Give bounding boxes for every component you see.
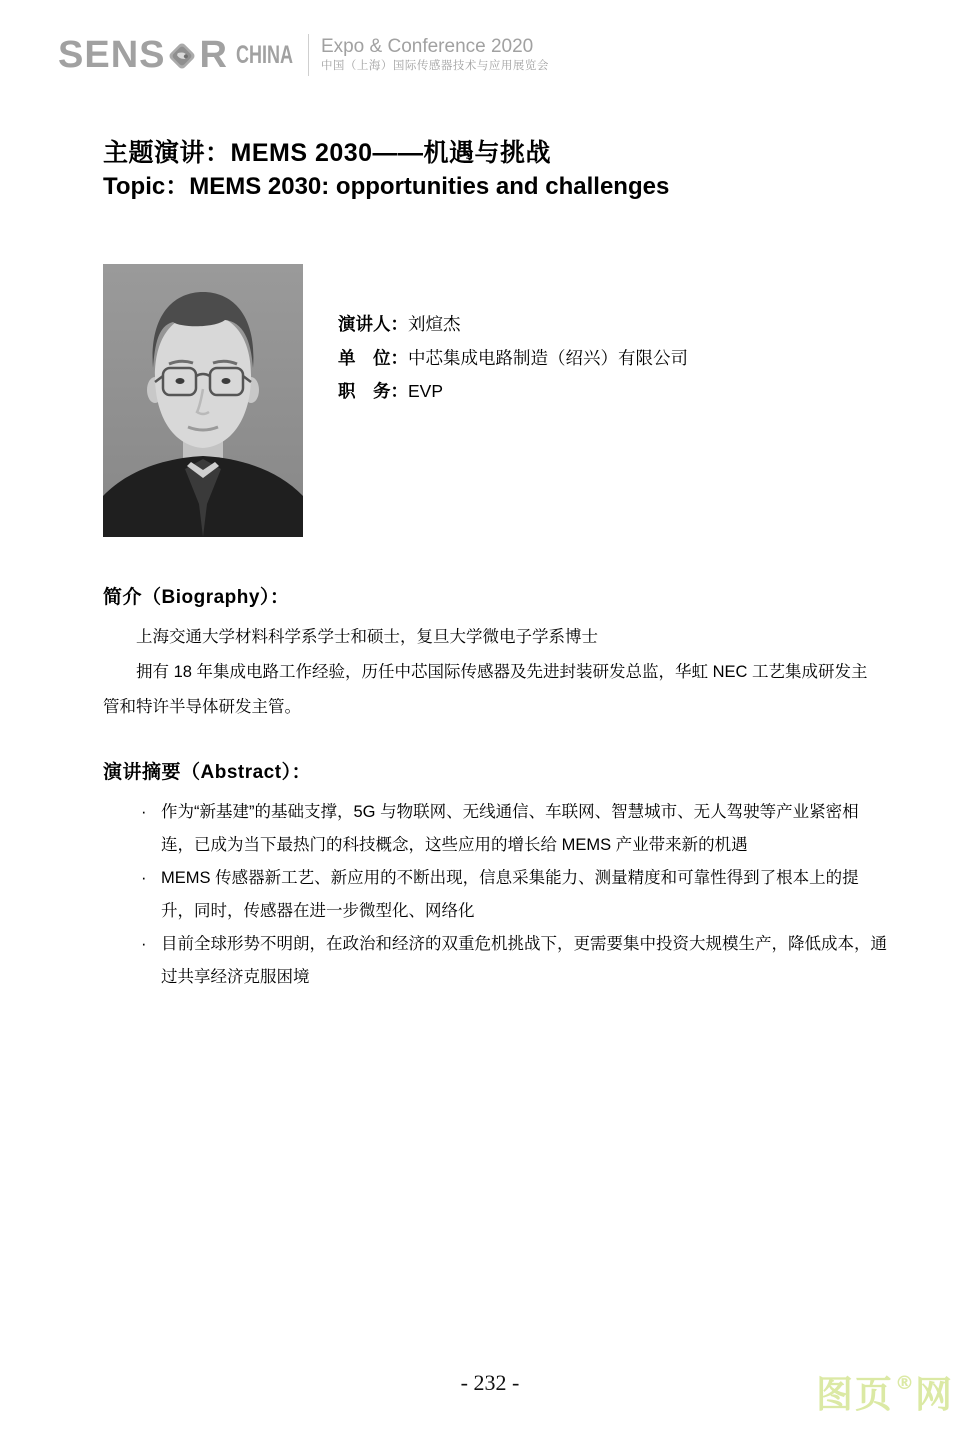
logo-divider <box>308 34 309 76</box>
bullet-dot-icon: · <box>141 803 147 821</box>
logo-text-sens: SENS <box>58 34 166 76</box>
abstract-bullet-3 <box>137 928 887 994</box>
abstract-bullet-1-text: 作为“新基建”的基础支撑，5G 与物联网、无线通信、车联网、智慧城市、无人驾驶等产业紧密相连，已成为当下最热门的科技概念，这些应用的增长给 MEMS 产业带来新的机遇 <box>161 803 859 854</box>
watermark-part2: 网 <box>915 1373 954 1416</box>
sensor-china-wordmark <box>58 33 228 77</box>
talk-title-en: Topic：MEMS 2030: opportunities and challenges <box>103 173 670 200</box>
speaker-position-value: EVP <box>408 381 444 401</box>
registered-trademark-icon: ® <box>895 1372 914 1394</box>
speaker-photo <box>103 264 303 537</box>
speaker-name-label: 演讲人： <box>338 314 408 334</box>
speaker-name-value: 刘煊杰 <box>408 314 461 334</box>
speaker-company-row <box>338 342 688 376</box>
abstract-bullet-2 <box>137 862 887 928</box>
logo-text-china: CHINA <box>235 40 293 69</box>
speaker-name-row <box>338 308 688 342</box>
page-number: - 232 - <box>460 1370 520 1395</box>
bullet-dot-icon: · <box>141 935 147 953</box>
watermark-tuyewang <box>816 1372 954 1416</box>
abstract-bullet-2-text: MEMS 传感器新工艺、新应用的不断出现，信息采集能力、测量精度和可靠性得到了根本上的提升，同时，传感器在进一步微型化、网络化 <box>161 869 859 920</box>
bullet-dot-icon: · <box>141 869 147 887</box>
logo-tagline-en: Expo & Conference 2020 <box>320 36 534 57</box>
biography-heading: 简介（Biography）： <box>103 587 290 608</box>
speaker-company-label: 单 位： <box>338 347 408 368</box>
talk-title-block <box>103 136 669 203</box>
biography-paragraph-1: 上海交通大学材料科学系学士和硕士，复旦大学微电子学系博士 <box>136 628 598 646</box>
speaker-position-label: 职 务： <box>338 381 408 401</box>
biography-text <box>103 620 881 725</box>
logo-text-r: R <box>199 34 228 76</box>
speaker-company-value: 中芯集成电路制造（绍兴）有限公司 <box>408 347 688 368</box>
event-logo <box>58 33 549 77</box>
abstract-bullet-3-text: 目前全球形势不明朗，在政治和经济的双重危机挑战下，更需要集中投资大规模生产，降低成本，通过共享经济克服困境 <box>161 935 887 986</box>
abstract-bullet-1 <box>137 796 887 862</box>
sensor-diamond-icon <box>166 40 198 72</box>
abstract-heading: 演讲摘要（Abstract）： <box>103 762 312 783</box>
watermark-part1: 图页 <box>816 1373 894 1416</box>
logo-tagline-zh: 中国（上海）国际传感器技术与应用展览会 <box>320 60 549 72</box>
abstract-bullet-list <box>137 796 887 994</box>
speaker-position-row <box>338 375 688 409</box>
talk-title-zh: 主题演讲：MEMS 2030——机遇与挑战 <box>103 139 552 167</box>
speaker-info <box>338 308 688 409</box>
biography-paragraph-2: 拥有 18 年集成电路工作经验，历任中芯国际传感器及先进封装研发总监，华虹 NEC 工艺集成研发主管和特许半导体研发主管。 <box>103 663 868 716</box>
